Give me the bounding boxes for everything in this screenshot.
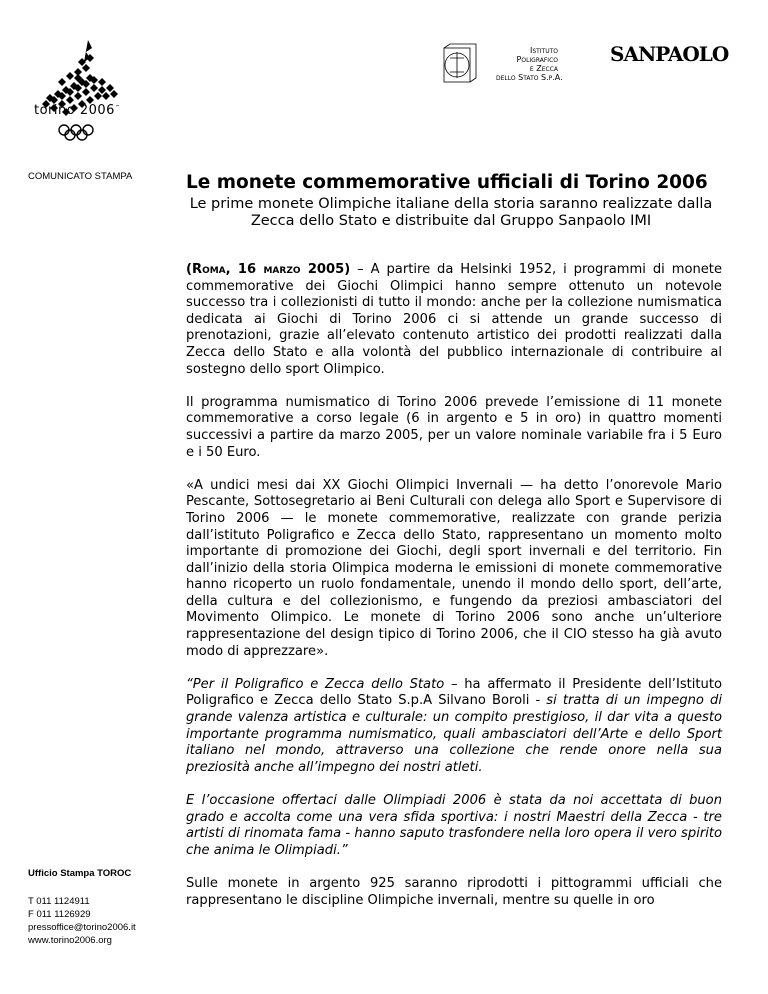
trademark-symbol: ™: [114, 104, 121, 111]
paragraph-4: [186, 677, 722, 777]
paragraph-3: «A undici mesi dai XX Giochi Olimpici Invernali — ha detto l’onorevole Mario Pescante, Sottosegretario ai Beni Culturali con delega allo Sport e Supervisore di Torino 2006 — le monete commemorative, realizzate con grande perizia dall’istituto Poligrafico e Zecca dello Stato, rappresentano un momento molto importante di promozione dei Giochi, degli sport invernali e del territorio. Fin dall’inizio della storia Olimpica moderna le emissioni di monete commemorative hanno ricoperto un ruolo fondamentale, unendo il mondo dello sport, dell’arte, della cultura e del collezionismo, e fungendo da preziosi ambasciatori del Movimento Olimpico. Le monete di Torino 2006 sono anche un’ulteriore rappresentazione del design tipico di Torino 2006, che il CIO stesso ha già avuto modo di apprezzare».: [186, 477, 722, 659]
torino-2006-logo: [26, 38, 138, 143]
torino-2006-wordmark: [34, 103, 120, 118]
ipzs-line-3: e Zecca: [529, 64, 558, 73]
ipzs-line-2: Poligrafico: [516, 55, 558, 64]
paragraph-4-attribution: – ha affermato il Presidente dell’Istituto Poligrafico e Zecca dello Stato S.p.A Silvano Boroli -: [186, 676, 722, 709]
ipzs-logo: [440, 42, 563, 90]
ipzs-name: [496, 46, 563, 82]
paragraph-1-text: A partire da Helsinki 1952, i programmi di monete commemorative dei Giochi Olimpici hanno sempre ottenuto un notevole successo tra i collezionisti di tutto il mondo: anche per la collezione numismatica dedicata ai Giochi di Torino 2006 ci si attende un grande successo di prenotazioni, grazie all’elevato contenuto artistico dei prodotti realizzati dalla Zecca dello Stato e alla volontà del pubblico internazionale di contribuire al sostegno dello sport Olimpico.: [186, 262, 723, 377]
paragraph-2: Il programma numismatico di Torino 2006 prevede l’emissione di 11 monete commemorative a corso legale (6 in argento e 5 in oro) in quattro momenti successivi a partire da marzo 2005, per un valore nominale variabile fra i 5 Euro e i 50 Euro.: [186, 394, 722, 460]
contact-email[interactable]: pressoffice@torino2006.it: [28, 922, 136, 933]
contact-phone: T 011 1124911: [28, 896, 90, 907]
press-office-name: Ufficio Stampa TOROC: [28, 868, 132, 879]
press-office-contact: [28, 868, 136, 947]
press-release-label: COMUNICATO STAMPA: [28, 171, 133, 182]
dateline-city: Roma: [191, 262, 226, 277]
dateline-dash: –: [350, 262, 371, 277]
sanpaolo-logo: SANPAOLO: [610, 42, 729, 66]
dateline: (Roma, 16 marzo 2005): [186, 262, 351, 277]
ipzs-line-4: dello Stato S.p.A.: [496, 73, 563, 82]
torino-wordmark-text: torino 2006: [34, 103, 115, 118]
dateline-year: 2005): [307, 262, 351, 277]
page-title: Le monete commemorative ufficiali di Torino 2006: [186, 172, 708, 193]
torino-flame-icon: [26, 38, 138, 143]
paragraph-4-quote-start: “Per il Poligrafico e Zecca dello Stato: [186, 676, 445, 692]
article-body: [186, 262, 722, 926]
dateline-day: 16: [237, 262, 257, 277]
contact-fax: F 011 1126929: [28, 909, 91, 920]
contact-details: [28, 895, 136, 947]
paragraph-5: E l’occasione offertaci dalle Olimpiadi 2006 è stata da noi accettata di buon grado e accolta come una vera sfida sportiva: i nostri Maestri della Zecca - tre artisti di rinomata fama - hanno saputo trasfondere nella loro opera il vero spirito che anima le Olimpiadi.”: [186, 793, 722, 858]
contact-website[interactable]: www.torino2006.org: [28, 935, 112, 946]
paragraph-6: Sulle monete in argento 925 saranno riprodotti i pittogrammi ufficiali che rappresentano le discipline Olimpiche invernali, mentre su quelle in oro: [186, 875, 722, 908]
paragraph-1: [186, 262, 722, 378]
dateline-month: marzo: [263, 262, 301, 277]
dateline-open: (: [186, 262, 192, 277]
page-subtitle: Le prime monete Olimpiche italiane della storia saranno realizzate dalla Zecca dello Stato e distribuite dal Gruppo Sanpaolo IMI: [189, 196, 713, 229]
ipzs-emblem-icon: [440, 42, 480, 88]
ipzs-line-1: Istituto: [529, 46, 558, 55]
paragraph-4-quote: si tratta di un impegno di grande valenza artistica e culturale: un compito prestigioso, il dar vita a questo importante programma numismatico, quali ambasciatori dell’Arte e dello Sport italiano nel mondo, attraverso una collezione che rende onore nella sua preziosità anche all’impegno dei nostri atleti.: [186, 693, 722, 775]
